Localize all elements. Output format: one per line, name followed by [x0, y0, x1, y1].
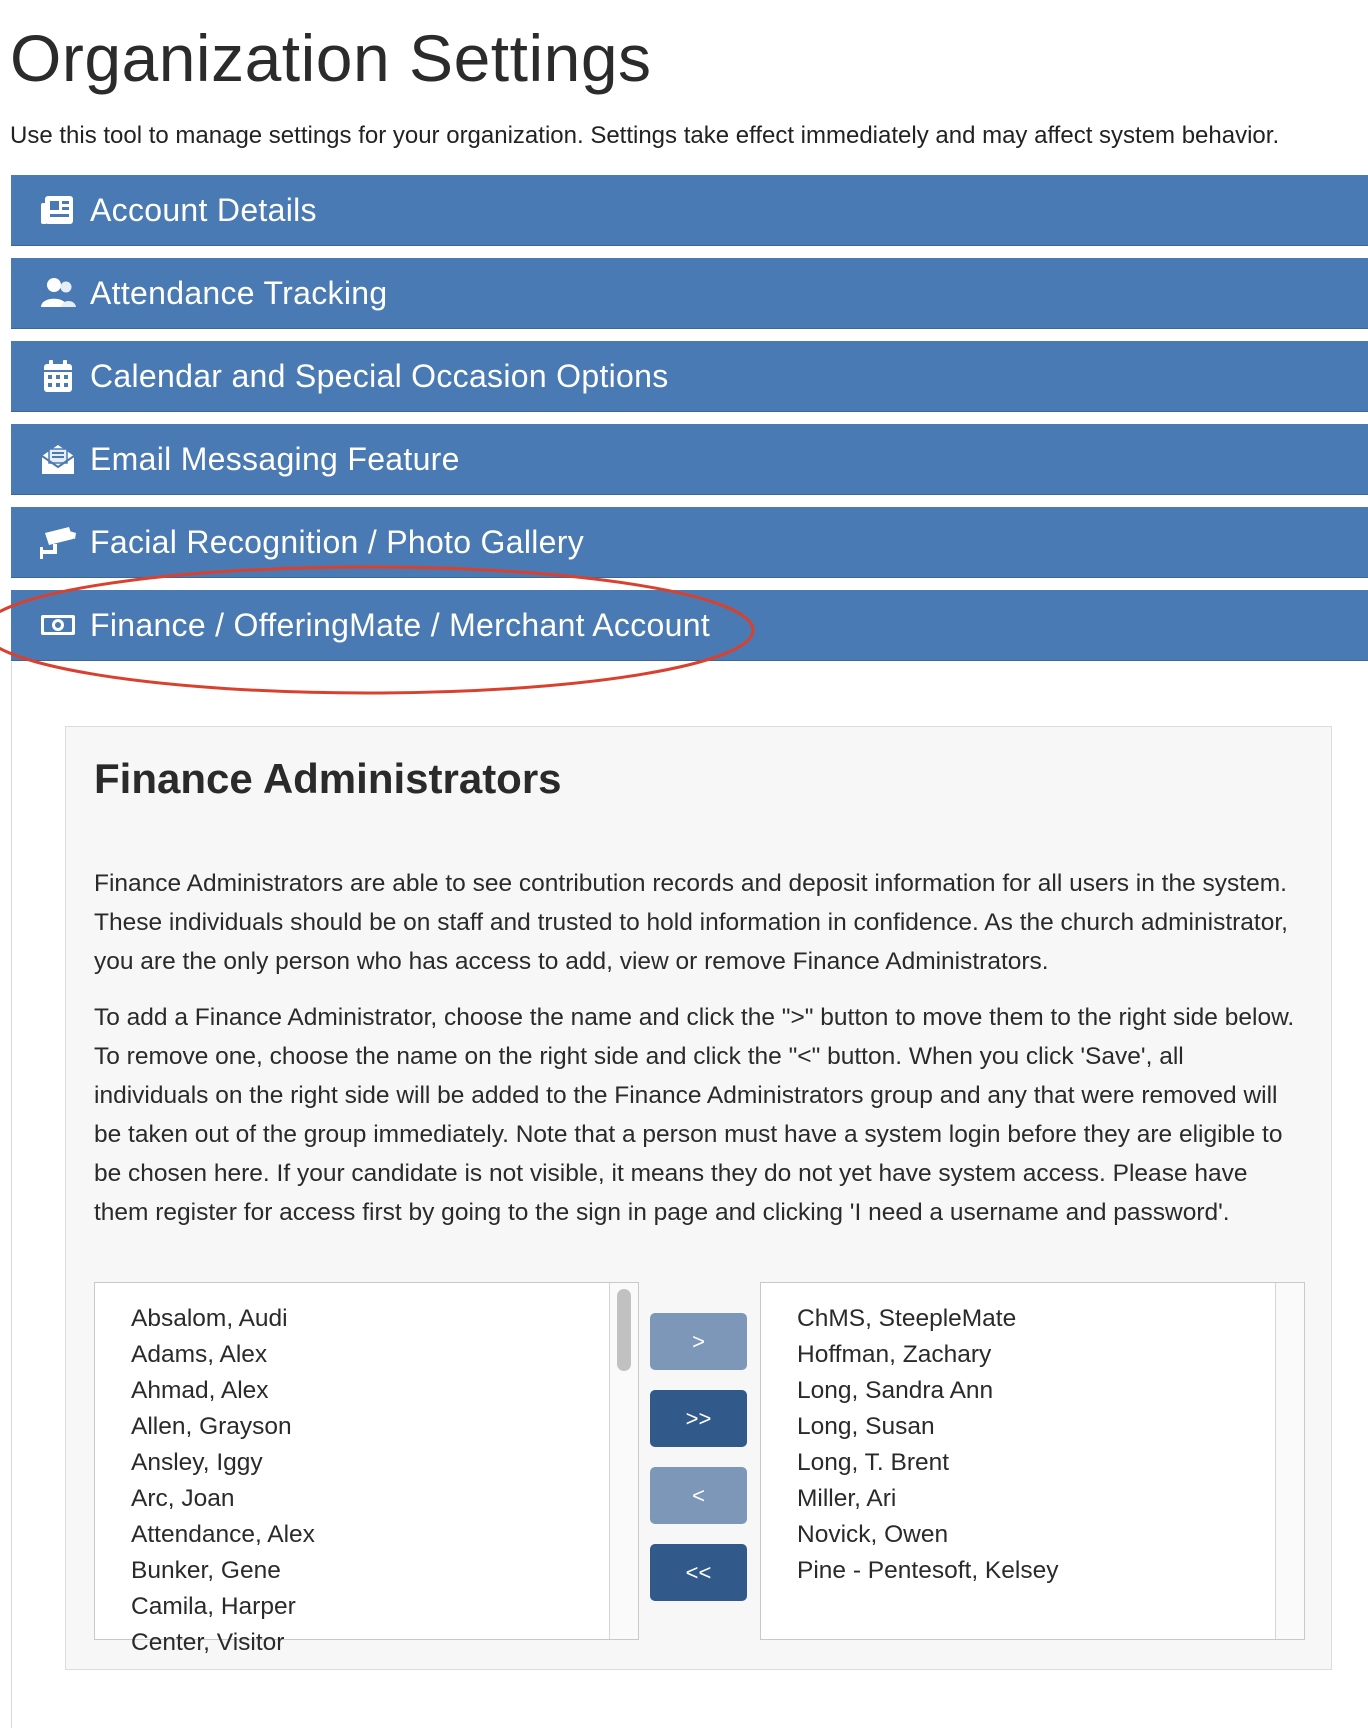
section-label: Finance / OfferingMate / Merchant Account [90, 606, 711, 643]
panel-paragraph-1: Finance Administrators are able to see contribution records and deposit information for all users in the system. These individuals should be on staff and trusted to hold information in confidence. As the church administrator, you are the only person who has access to add, view or remove Finance Administrators. [94, 870, 1288, 975]
scrollbar-thumb[interactable] [617, 1289, 631, 1371]
section-email-messaging[interactable] [11, 424, 1368, 495]
section-label: Calendar and Special Occasion Options [90, 357, 669, 394]
list-item[interactable]: Long, T. Brent [797, 1449, 950, 1476]
section-account-details[interactable] [11, 175, 1368, 246]
page-title: Organization Settings [10, 21, 652, 95]
scrollbar[interactable] [609, 1283, 638, 1639]
finance-administrators-panel [65, 726, 1332, 1670]
list-item[interactable]: Ahmad, Alex [131, 1377, 269, 1404]
list-item[interactable]: Adams, Alex [131, 1341, 268, 1368]
move-right-button[interactable]: > [650, 1313, 747, 1370]
panel-title: Finance Administrators [94, 755, 562, 802]
envelope-open-icon [39, 440, 77, 478]
content-left-border [11, 662, 12, 1728]
available-users-list[interactable] [94, 1282, 639, 1656]
list-item[interactable]: Absalom, Audi [131, 1305, 288, 1332]
list-item[interactable]: Novick, Owen [797, 1521, 949, 1548]
list-item[interactable]: Miller, Ari [797, 1485, 897, 1512]
list-item[interactable]: Long, Sandra Ann [797, 1377, 994, 1404]
calendar-icon [39, 357, 77, 395]
section-label: Email Messaging Feature [90, 440, 460, 477]
section-label: Account Details [90, 191, 317, 228]
scrollbar[interactable] [1275, 1283, 1304, 1639]
list-item[interactable]: Pine - Pentesoft, Kelsey [797, 1557, 1059, 1584]
list-item[interactable]: Bunker, Gene [131, 1557, 281, 1584]
list-item[interactable]: Arc, Joan [131, 1485, 235, 1512]
security-camera-icon [39, 523, 77, 561]
section-label: Facial Recognition / Photo Gallery [90, 523, 584, 560]
section-label: Attendance Tracking [90, 274, 388, 311]
list-item[interactable]: Allen, Grayson [131, 1413, 292, 1440]
section-finance[interactable] [11, 590, 1368, 661]
section-calendar-options[interactable] [11, 341, 1368, 412]
list-item[interactable]: Ansley, Iggy [131, 1449, 263, 1476]
section-facial-recognition[interactable] [11, 507, 1368, 578]
newspaper-icon [39, 191, 77, 229]
move-all-left-button[interactable]: << [650, 1544, 747, 1601]
section-attendance-tracking[interactable] [11, 258, 1368, 329]
page-description: Use this tool to manage settings for your organization. Settings take effect immediately and may affect system behavior. [10, 122, 1280, 149]
users-icon [39, 274, 77, 312]
move-left-button[interactable]: < [650, 1467, 747, 1524]
list-item[interactable]: Center, Visitor [131, 1629, 285, 1656]
panel-paragraph-2: To add a Finance Administrator, choose the name and click the ">" button to move them to the right side below. To remove one, choose the name on the right side and click the "<" button. When you click 'Save', all individuals on the right side will be added to the Finance Administrators group and any that were removed will be taken out of the group immediately. Note that a person must have a system login before they are eligible to be chosen here. If your candidate is not visible, it means they do not yet have system access. Please have them register for access first by going to the sign in page and clicking 'I need a username and password'. [94, 1004, 1295, 1226]
list-item[interactable]: Hoffman, Zachary [797, 1341, 992, 1368]
list-item[interactable]: Camila, Harper [131, 1593, 296, 1620]
money-bill-icon [39, 606, 77, 644]
list-item[interactable]: ChMS, SteepleMate [797, 1305, 1017, 1332]
move-all-right-button[interactable]: >> [650, 1390, 747, 1447]
list-item[interactable]: Attendance, Alex [131, 1521, 315, 1548]
list-item[interactable]: Long, Susan [797, 1413, 935, 1440]
finance-administrators-list[interactable] [760, 1282, 1305, 1640]
